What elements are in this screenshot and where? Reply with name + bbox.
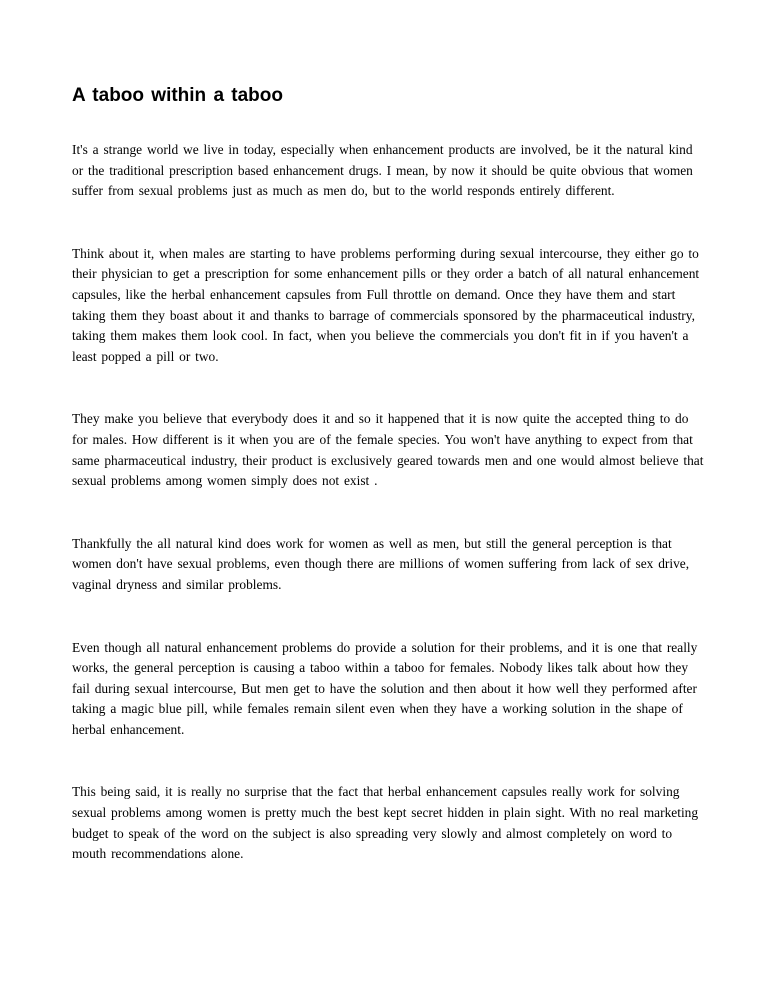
paragraph-2: Think about it, when males are starting to have problems performing during sexual intercourse, they either go to their physician to get a prescription for some enhancement pills or they order a batch of all natural enhancement capsules, like the herbal enhancement capsules from Full throttle on demand. Once they have them and start taking them they boast about it and thanks to barrage of commercials sponsored by the pharmaceutical industry, taking them makes them look cool. In fact, when you believe the commercials you don't fit in if you haven't a least popped a pill or two. [72,245,700,364]
paragraph-1: It's a strange world we live in today, especially when enhancement products are involved, be it the natural kind or the traditional prescription based enhancement drugs. I mean, by now it should be quite obvious that women suffer from sexual problems just as much as men do, but to the world responds entirely different. [72,142,693,199]
paragraph-6: This being said, it is really no surprise that the fact that herbal enhancement capsules really work for solving sexual problems among women is pretty much the best kept secret hidden in plain sight. With no real marketing budget to speak of the word on the subject is also spreading very slowly and almost completely on word to mouth recommendations alone. [72,784,699,862]
paragraph-3: They make you believe that everybody does it and so it happened that it is now quite the accepted thing to do for males. How different is it when you are of the female species. You won't have anything to expect from that same pharmaceutical industry, their product is exclusively geared towards men and one would almost believe that sexual problems among women simply does not exist . [72,411,704,489]
paragraph-4: Thankfully the all natural kind does work for women as well as men, but still the general perception is that women don't have sexual problems, even though there are millions of women suffering from lack of sex drive, vaginal dryness and similar problems. [72,535,690,592]
paragraph-5: Even though all natural enhancement problems do provide a solution for their problems, and it is one that really works, the general perception is causing a taboo within a taboo for females. Nobody likes talk about how they fail during sexual intercourse, But men get to have the solution and then about it how well they performed after taking a magic blue pill, while females remain silent even when they have a working solution in the shape of herbal enhancement. [72,639,698,737]
document-title: A taboo within a taboo [72,85,283,106]
